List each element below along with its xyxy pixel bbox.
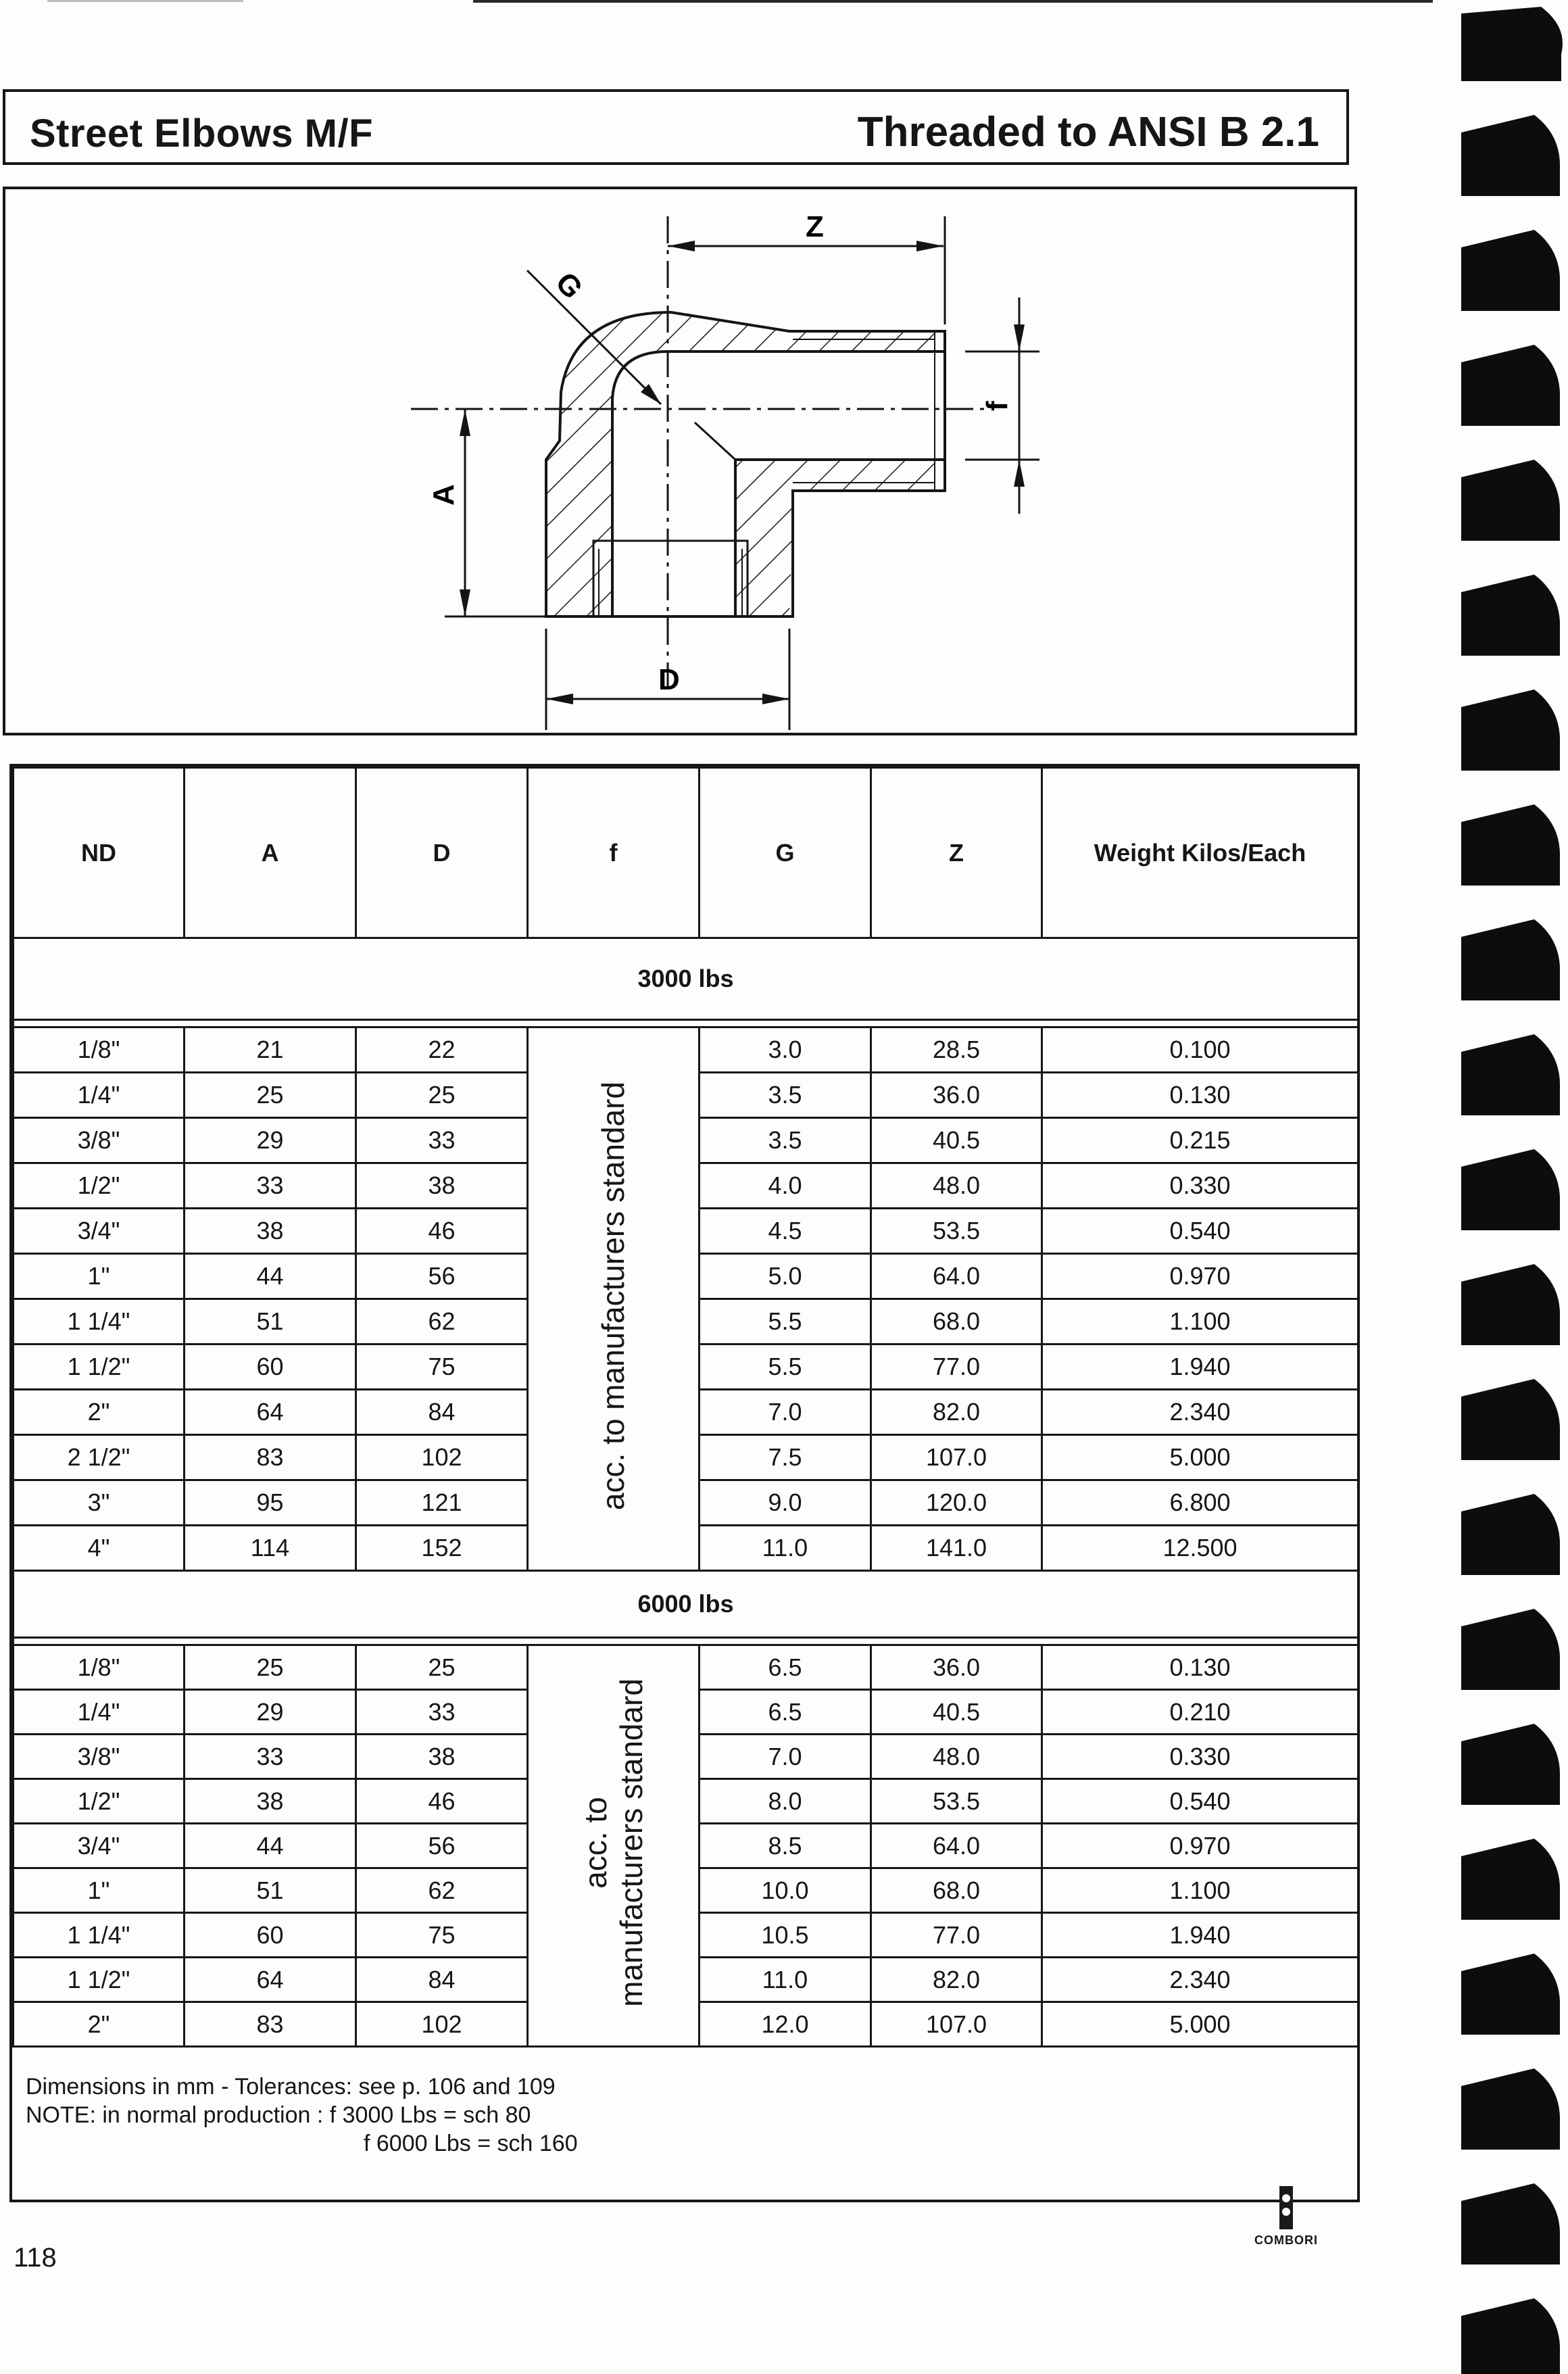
dim-label-a: A bbox=[427, 484, 460, 506]
note-line-1: Dimensions in mm - Tolerances: see p. 106 and 109 bbox=[26, 2074, 556, 2100]
cell-nd: 1" bbox=[14, 1868, 185, 1913]
table-row bbox=[14, 1027, 1358, 1073]
class-band-6000 bbox=[14, 1571, 1358, 1638]
cell-weight: 2.340 bbox=[1042, 1390, 1358, 1435]
title-bar bbox=[3, 89, 1349, 165]
cell-nd: 2" bbox=[14, 2002, 185, 2047]
cell-g: 8.0 bbox=[700, 1779, 871, 1824]
cell-nd: 3/8" bbox=[14, 1118, 185, 1163]
cell-a: 114 bbox=[185, 1526, 356, 1571]
dimension-notes bbox=[26, 2073, 578, 2158]
cell-weight: 0.970 bbox=[1042, 1824, 1358, 1868]
cell-nd: 1 1/2" bbox=[14, 1345, 185, 1390]
cell-nd: 1/8" bbox=[14, 1027, 185, 1073]
cell-a: 44 bbox=[185, 1254, 356, 1299]
cell-weight: 1.100 bbox=[1042, 1299, 1358, 1345]
cell-z: 120.0 bbox=[871, 1480, 1042, 1526]
cell-d: 102 bbox=[356, 2002, 528, 2047]
cell-nd: 3" bbox=[14, 1480, 185, 1526]
company-logo bbox=[1242, 2181, 1330, 2255]
cell-weight: 5.000 bbox=[1042, 1435, 1358, 1480]
dim-label-g: G bbox=[549, 266, 589, 306]
cell-d: 84 bbox=[356, 1390, 528, 1435]
cell-z: 53.5 bbox=[871, 1779, 1042, 1824]
cell-d: 38 bbox=[356, 1163, 528, 1209]
logo-text: COMBORI bbox=[1254, 2233, 1318, 2247]
cell-z: 141.0 bbox=[871, 1526, 1042, 1571]
cell-z: 68.0 bbox=[871, 1299, 1042, 1345]
cell-weight: 6.800 bbox=[1042, 1480, 1358, 1526]
cell-z: 107.0 bbox=[871, 2002, 1042, 2047]
cell-weight: 0.330 bbox=[1042, 1735, 1358, 1779]
cell-nd: 1/2" bbox=[14, 1163, 185, 1209]
cell-a: 38 bbox=[185, 1209, 356, 1254]
cell-g: 4.0 bbox=[700, 1163, 871, 1209]
cell-z: 64.0 bbox=[871, 1824, 1042, 1868]
col-header-g: G bbox=[700, 768, 871, 938]
cell-g: 5.5 bbox=[700, 1299, 871, 1345]
cell-a: 29 bbox=[185, 1690, 356, 1735]
cell-z: 107.0 bbox=[871, 1435, 1042, 1480]
cell-a: 44 bbox=[185, 1824, 356, 1868]
cell-nd: 1" bbox=[14, 1254, 185, 1299]
cell-g: 12.0 bbox=[700, 2002, 871, 2047]
cell-z: 40.5 bbox=[871, 1118, 1042, 1163]
cell-a: 33 bbox=[185, 1163, 356, 1209]
cell-a: 83 bbox=[185, 2002, 356, 2047]
col-header-d: D bbox=[356, 768, 528, 938]
cell-d: 46 bbox=[356, 1209, 528, 1254]
cell-g: 8.5 bbox=[700, 1824, 871, 1868]
cell-d: 38 bbox=[356, 1735, 528, 1779]
table-header-row bbox=[14, 768, 1358, 938]
cell-d: 25 bbox=[356, 1073, 528, 1118]
cell-d: 56 bbox=[356, 1254, 528, 1299]
cell-a: 33 bbox=[185, 1735, 356, 1779]
f-note-6000-line1: acc. to bbox=[577, 1797, 613, 1889]
dim-label-d: D bbox=[658, 663, 680, 696]
class-label-3000: 3000 lbs bbox=[14, 938, 1358, 1020]
cell-a: 51 bbox=[185, 1299, 356, 1345]
col-header-nd: ND bbox=[14, 768, 185, 938]
f-note-6000 bbox=[578, 1678, 650, 2007]
cell-a: 60 bbox=[185, 1913, 356, 1958]
cell-weight: 2.340 bbox=[1042, 1958, 1358, 2002]
cell-d: 33 bbox=[356, 1118, 528, 1163]
cell-g: 3.5 bbox=[700, 1073, 871, 1118]
cell-d: 75 bbox=[356, 1345, 528, 1390]
cell-weight: 0.215 bbox=[1042, 1118, 1358, 1163]
cell-weight: 0.100 bbox=[1042, 1027, 1358, 1073]
cell-g: 4.5 bbox=[700, 1209, 871, 1254]
cell-d: 84 bbox=[356, 1958, 528, 2002]
cell-d: 121 bbox=[356, 1480, 528, 1526]
street-elbow-cross-section bbox=[5, 189, 1360, 738]
cell-a: 64 bbox=[185, 1390, 356, 1435]
f-note-6000-line2: manufacturers standard bbox=[613, 1678, 649, 2007]
cell-z: 28.5 bbox=[871, 1027, 1042, 1073]
cell-nd: 1 1/4" bbox=[14, 1913, 185, 1958]
cell-a: 95 bbox=[185, 1480, 356, 1526]
page-number: 118 bbox=[14, 2243, 57, 2273]
cell-weight: 0.330 bbox=[1042, 1163, 1358, 1209]
cell-g: 6.5 bbox=[700, 1645, 871, 1690]
cell-z: 82.0 bbox=[871, 1958, 1042, 2002]
col-header-a: A bbox=[185, 768, 356, 938]
cell-a: 21 bbox=[185, 1027, 356, 1073]
cell-nd: 3/4" bbox=[14, 1824, 185, 1868]
dimensions-table bbox=[12, 767, 1359, 2048]
cell-z: 48.0 bbox=[871, 1735, 1042, 1779]
cell-nd: 3/8" bbox=[14, 1735, 185, 1779]
cell-weight: 0.970 bbox=[1042, 1254, 1358, 1299]
class-label-6000: 6000 lbs bbox=[14, 1571, 1358, 1638]
top-rule bbox=[473, 0, 1433, 3]
product-title: Street Elbows M/F bbox=[30, 112, 374, 155]
cell-nd: 2" bbox=[14, 1390, 185, 1435]
cell-a: 25 bbox=[185, 1073, 356, 1118]
cell-g: 10.0 bbox=[700, 1868, 871, 1913]
cell-weight: 12.500 bbox=[1042, 1526, 1358, 1571]
cell-d: 102 bbox=[356, 1435, 528, 1480]
cell-g: 11.0 bbox=[700, 1958, 871, 2002]
cell-g: 7.0 bbox=[700, 1735, 871, 1779]
cell-nd: 2 1/2" bbox=[14, 1435, 185, 1480]
cell-d: 152 bbox=[356, 1526, 528, 1571]
cell-a: 83 bbox=[185, 1435, 356, 1480]
cell-g: 3.5 bbox=[700, 1118, 871, 1163]
cell-nd: 1/2" bbox=[14, 1779, 185, 1824]
note-line-2: NOTE: in normal production : f 3000 Lbs = sch 80 bbox=[26, 2102, 531, 2128]
cell-f-3000 bbox=[528, 1027, 700, 1571]
cell-z: 36.0 bbox=[871, 1645, 1042, 1690]
cell-weight: 1.940 bbox=[1042, 1345, 1358, 1390]
cell-weight: 1.100 bbox=[1042, 1868, 1358, 1913]
dim-label-z: Z bbox=[806, 210, 824, 243]
dim-label-f: f bbox=[981, 401, 1014, 411]
cell-a: 64 bbox=[185, 1958, 356, 2002]
cell-d: 62 bbox=[356, 1868, 528, 1913]
note-line-3: f 6000 Lbs = sch 160 bbox=[364, 2131, 578, 2156]
cell-d: 56 bbox=[356, 1824, 528, 1868]
cell-g: 3.0 bbox=[700, 1027, 871, 1073]
cell-a: 60 bbox=[185, 1345, 356, 1390]
cell-d: 75 bbox=[356, 1913, 528, 1958]
binding-ring-icons bbox=[1461, 7, 1563, 2374]
cell-g: 11.0 bbox=[700, 1526, 871, 1571]
cell-d: 22 bbox=[356, 1027, 528, 1073]
cell-g: 7.0 bbox=[700, 1390, 871, 1435]
cell-z: 82.0 bbox=[871, 1390, 1042, 1435]
cell-nd: 4" bbox=[14, 1526, 185, 1571]
cell-weight: 5.000 bbox=[1042, 2002, 1358, 2047]
top-edge-mark bbox=[47, 0, 243, 2]
cell-nd: 1 1/4" bbox=[14, 1299, 185, 1345]
cell-z: 77.0 bbox=[871, 1345, 1042, 1390]
cell-d: 33 bbox=[356, 1690, 528, 1735]
cell-z: 53.5 bbox=[871, 1209, 1042, 1254]
cell-z: 68.0 bbox=[871, 1868, 1042, 1913]
thread-standard: Threaded to ANSI B 2.1 bbox=[857, 109, 1319, 155]
cell-weight: 1.940 bbox=[1042, 1913, 1358, 1958]
elbow-drawing-panel bbox=[3, 187, 1357, 735]
cell-z: 48.0 bbox=[871, 1163, 1042, 1209]
cell-nd: 1/4" bbox=[14, 1073, 185, 1118]
cell-weight: 0.130 bbox=[1042, 1073, 1358, 1118]
cell-g: 5.5 bbox=[700, 1345, 871, 1390]
table-row bbox=[14, 1645, 1358, 1690]
f-note-3000: acc. to manufacturers standard bbox=[595, 1081, 631, 1511]
cell-weight: 0.210 bbox=[1042, 1690, 1358, 1735]
cell-nd: 1 1/2" bbox=[14, 1958, 185, 2002]
cell-a: 38 bbox=[185, 1779, 356, 1824]
dimensions-table-panel bbox=[9, 764, 1360, 2202]
cell-d: 46 bbox=[356, 1779, 528, 1824]
spiral-binding bbox=[1453, 0, 1568, 2374]
cell-nd: 1/8" bbox=[14, 1645, 185, 1690]
cell-nd: 3/4" bbox=[14, 1209, 185, 1254]
cell-d: 25 bbox=[356, 1645, 528, 1690]
logo-mark-icon bbox=[1242, 2181, 1330, 2235]
col-header-z: Z bbox=[871, 768, 1042, 938]
cell-a: 51 bbox=[185, 1868, 356, 1913]
cell-weight: 0.540 bbox=[1042, 1209, 1358, 1254]
cell-g: 7.5 bbox=[700, 1435, 871, 1480]
cell-nd: 1/4" bbox=[14, 1690, 185, 1735]
cell-weight: 0.540 bbox=[1042, 1779, 1358, 1824]
cell-z: 77.0 bbox=[871, 1913, 1042, 1958]
cell-a: 29 bbox=[185, 1118, 356, 1163]
cell-weight: 0.130 bbox=[1042, 1645, 1358, 1690]
cell-z: 36.0 bbox=[871, 1073, 1042, 1118]
cell-a: 25 bbox=[185, 1645, 356, 1690]
cell-g: 9.0 bbox=[700, 1480, 871, 1526]
cell-f-6000 bbox=[528, 1645, 700, 2047]
cell-d: 62 bbox=[356, 1299, 528, 1345]
col-header-f: f bbox=[528, 768, 700, 938]
cell-z: 40.5 bbox=[871, 1690, 1042, 1735]
cell-g: 6.5 bbox=[700, 1690, 871, 1735]
class-band-3000 bbox=[14, 938, 1358, 1020]
cell-g: 10.5 bbox=[700, 1913, 871, 1958]
col-header-weight: Weight Kilos/Each bbox=[1042, 768, 1358, 938]
cell-g: 5.0 bbox=[700, 1254, 871, 1299]
cell-z: 64.0 bbox=[871, 1254, 1042, 1299]
